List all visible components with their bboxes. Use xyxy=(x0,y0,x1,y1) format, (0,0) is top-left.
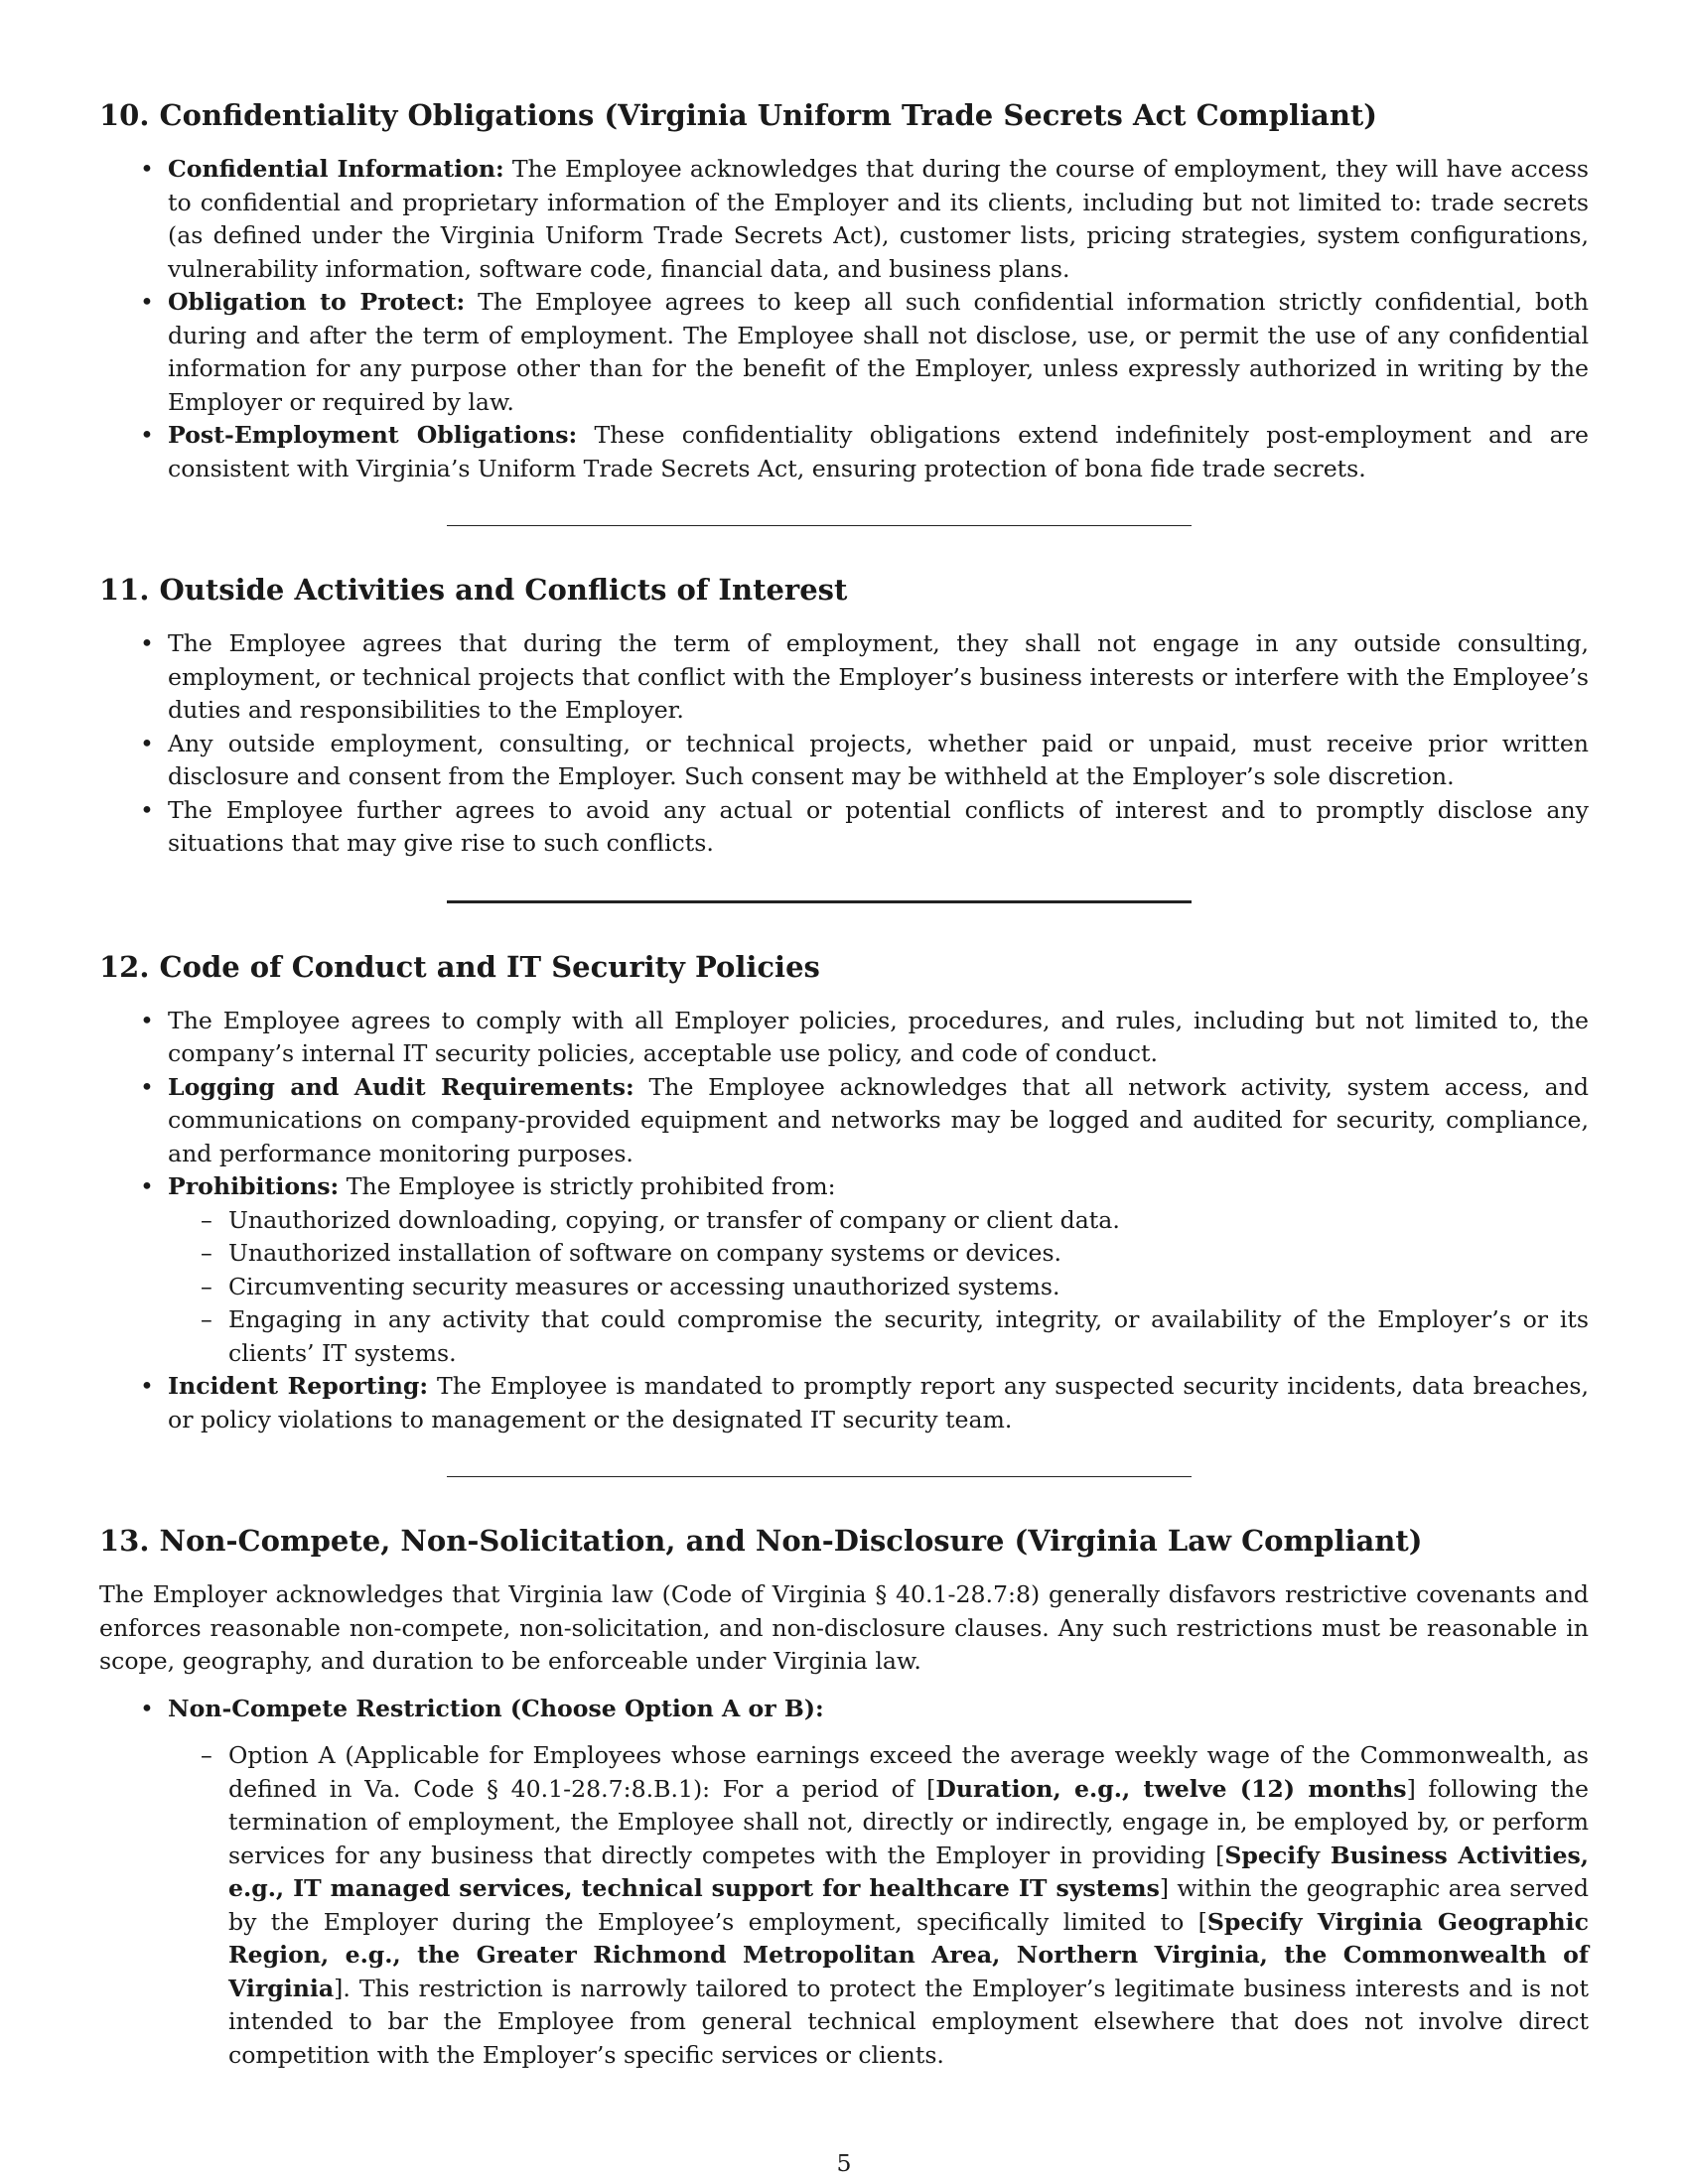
duration-placeholder: Duration, e.g., twelve (12) months xyxy=(935,1774,1407,1803)
list-item xyxy=(168,1170,1589,1370)
section-13-list xyxy=(99,1693,1589,2073)
activities-placeholder: Specify Business Activities, e.g., IT managed services, technical support for healthcare IT systems xyxy=(228,1841,1589,1902)
sub-list-item: – Engaging in any activity that could compromise the security, integrity, or availability of the Employer’s or its clients’ IT systems. xyxy=(228,1303,1589,1370)
section-10-confidentiality xyxy=(99,95,1589,485)
item-label: Incident Reporting: xyxy=(168,1372,429,1400)
list-item: • Any outside employment, consulting, or technical projects, whether paid or unpaid, must receive prior written disclosure and consent from the Employer. Such consent may be withheld at the Employer’s sole discretion. xyxy=(168,728,1589,794)
item-text: The Employee agrees to keep all such confidential information strictly confidential, both during and after the term of employment. The Employee shall not disclose, use, or permit the use of any confidential information for any purpose other than for the benefit of the Employer, unless expressly authorized in writing by the Employer or required by law. xyxy=(168,288,1589,416)
list-item xyxy=(168,1071,1589,1171)
option-a: – Option A (Applicable for Employees whose earnings exceed the average weekly wage of the Commonwealth, as defined in Va. Code § 40.1-28.7:8.B.1): For a period of [Duration, e.g., twelve (12) months] following the termination of employment, the Employee shall not, directly or indirectly, engage in, be employed by, or perform services for any business that directly competes with the Employer in providing [Specify Business Activities, e.g., IT managed services, technical support for healthcare IT systems] within the geographic area served by the Employer during the Employee’s employment, specifically limited to [Specify Virginia Geographic Region, e.g., the Greater Richmond Metropolitan Area, Northern Virginia, the Commonwealth of Virginia]. This restriction is narrowly tailored to protect the Employer’s legitimate business interests and is not intended to bar the Employee from general technical employment elsewhere that does not involve direct competition with the Employer’s specific services or clients. xyxy=(228,1739,1589,2072)
list-item xyxy=(168,419,1589,485)
item-label: Obligation to Protect: xyxy=(168,288,466,316)
document-page xyxy=(99,95,1589,2072)
item-text: The Employee is mandated to promptly report any suspected security incidents, data breaches, or policy violations to management or the designated IT security team. xyxy=(168,1372,1589,1433)
item-text: The Employee acknowledges that all network activity, system access, and communications on company-provided equipment and networks may be logged and audited for security, compliance, and performance monitoring purposes. xyxy=(168,1072,1590,1167)
list-item xyxy=(168,286,1589,419)
item-label: Non-Compete Restriction (Choose Option A or B): xyxy=(168,1694,824,1722)
item-label: Post-Employment Obligations: xyxy=(168,421,578,449)
section-10-list xyxy=(99,153,1589,485)
horizontal-divider xyxy=(447,525,1192,526)
section-13-intro: The Employer acknowledges that Virginia law (Code of Virginia § 40.1-28.7:8) generally disfavors restrictive covenants and enforces reasonable non-compete, non-solicitation, and non-disclosure clauses. Any such restrictions must be reasonable in scope, geography, and duration to be enforceable under Virginia law. xyxy=(99,1580,1589,1675)
section-11-heading: 11. Outside Activities and Conflicts of Interest xyxy=(99,573,848,607)
region-placeholder: Specify Virginia Geographic Region, e.g., the Greater Richmond Metropolitan Area, Northern Virginia, the Commonwealth of Virginia xyxy=(228,1907,1590,2002)
list-item: • The Employee further agrees to avoid any actual or potential conflicts of interest and to promptly disclose any situations that may give rise to such conflicts. xyxy=(168,794,1589,861)
section-13-heading: 13. Non-Compete, Non-Solicitation, and Non-Disclosure (Virginia Law Compliant) xyxy=(99,1524,1423,1558)
horizontal-divider xyxy=(447,900,1192,903)
prohibitions-sublist xyxy=(168,1204,1589,1371)
item-label: Prohibitions: xyxy=(168,1172,340,1200)
section-12-heading: 12. Code of Conduct and IT Security Policies xyxy=(99,949,820,984)
list-item xyxy=(168,1693,1589,2073)
sub-list-item: – Circumventing security measures or accessing unauthorized systems. xyxy=(228,1271,1589,1304)
list-item: • The Employee agrees to comply with all Employer policies, procedures, and rules, including but not limited to, the company’s internal IT security policies, acceptable use policy, and code of conduct. xyxy=(168,1005,1589,1071)
sub-list-item: – Unauthorized installation of software on company systems or devices. xyxy=(228,1237,1589,1271)
section-11-outside-activities xyxy=(99,570,1589,861)
list-item: • The Employee agrees that during the term of employment, they shall not engage in any outside consulting, employment, or technical projects that conflict with the Employer’s business interests or interfere with the Employee’s duties and responsibilities to the Employer. xyxy=(168,627,1589,728)
list-item xyxy=(168,153,1589,286)
item-label: Logging and Audit Requirements: xyxy=(168,1072,634,1101)
section-11-list xyxy=(99,627,1589,861)
item-text: The Employee is strictly prohibited from: xyxy=(339,1172,836,1200)
section-10-heading: 10. Confidentiality Obligations (Virginia Uniform Trade Secrets Act Compliant) xyxy=(99,98,1378,132)
section-12-code-of-conduct xyxy=(99,947,1589,1437)
section-12-list xyxy=(99,1005,1589,1437)
sub-list-item: – Unauthorized downloading, copying, or transfer of company or client data. xyxy=(228,1204,1589,1238)
horizontal-divider xyxy=(447,1476,1192,1477)
list-item xyxy=(168,1370,1589,1436)
item-text: These confidentiality obligations extend indefinitely post-employment and are consistent with Virginia’s Uniform Trade Secrets Act, ensuring protection of bona fide trade secrets. xyxy=(168,421,1589,482)
page-number: 5 xyxy=(836,2149,852,2177)
item-text: The Employee acknowledges that during the course of employment, they will have access to confidential and proprietary information of the Employer and its clients, including but not limited to: trade secrets (as defined under the Virginia Uniform Trade Secrets Act), customer lists, pricing strategies, system configurations, vulnerability information, software code, financial data, and business plans. xyxy=(168,155,1590,283)
options-sublist xyxy=(168,1739,1589,2072)
section-13-non-compete xyxy=(99,1521,1589,2072)
item-label: Confidential Information: xyxy=(168,155,504,183)
